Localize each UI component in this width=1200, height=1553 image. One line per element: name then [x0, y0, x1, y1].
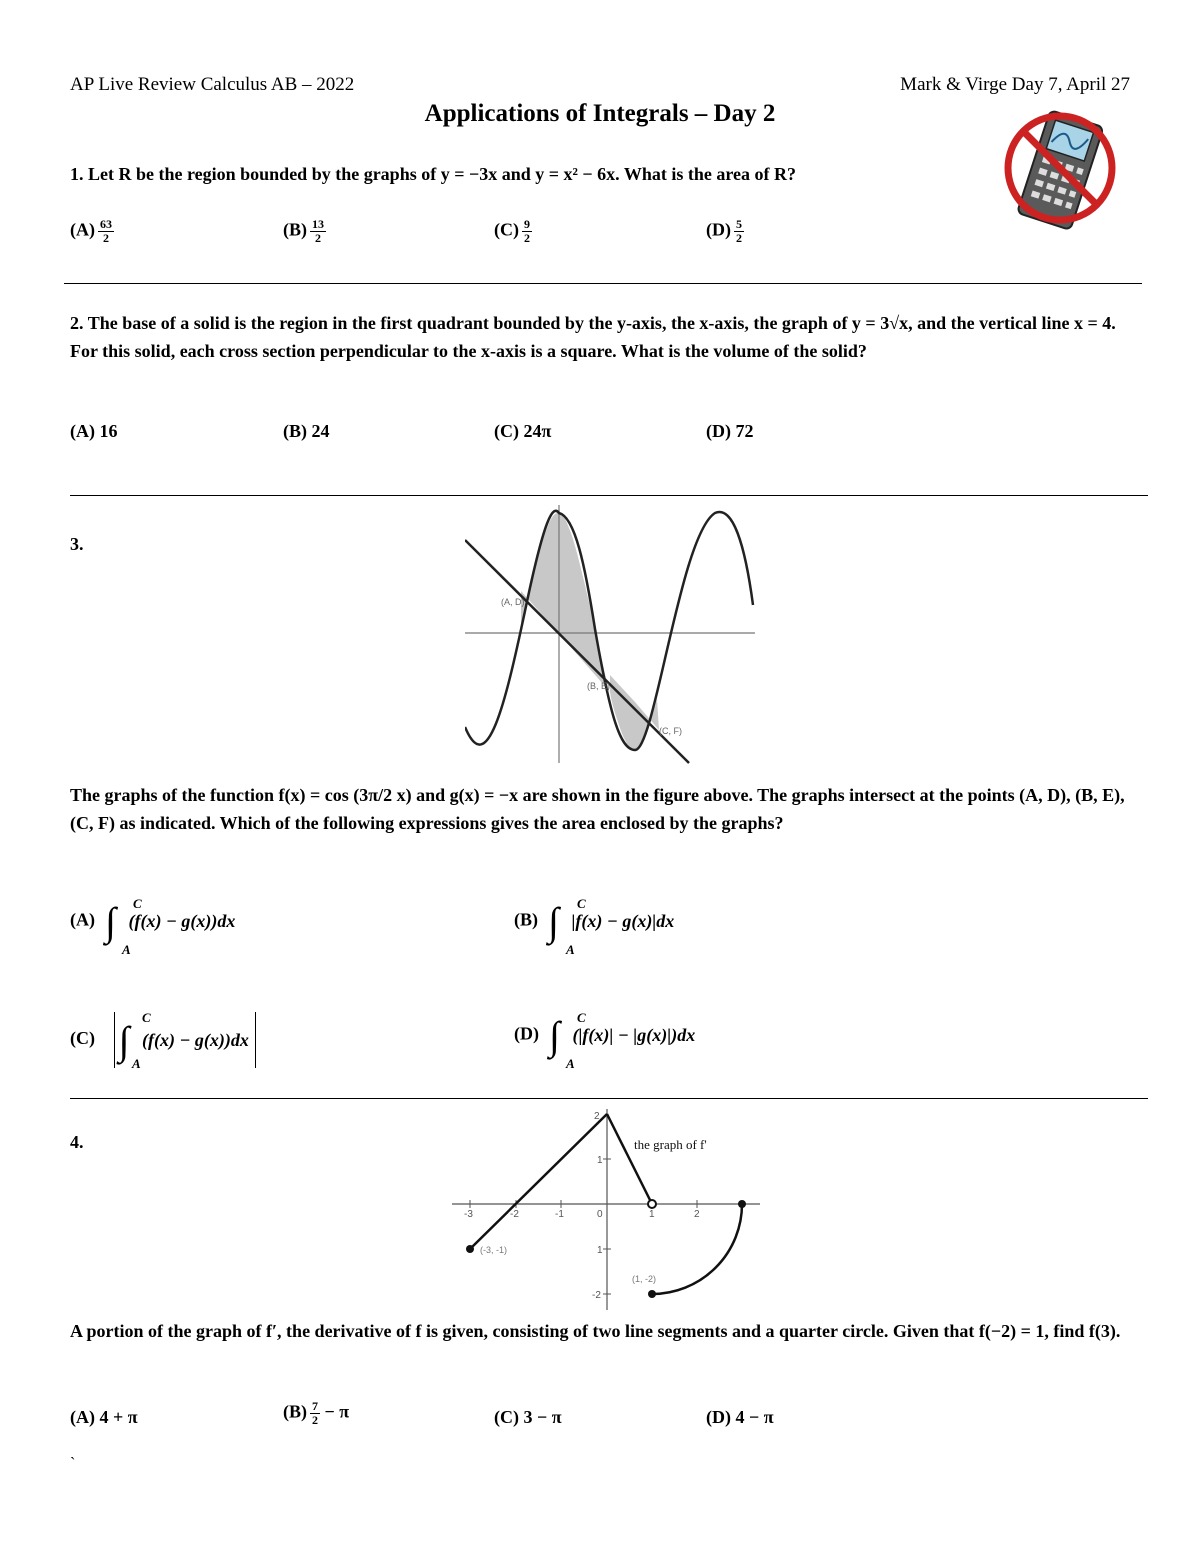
open-point: [648, 1200, 656, 1208]
denominator: 2: [312, 1413, 318, 1427]
q4-choice-b[interactable]: [283, 1400, 349, 1427]
choice-value: 3 − π: [523, 1407, 562, 1427]
choice-label: (D): [514, 1023, 539, 1044]
closed-point: [648, 1290, 656, 1298]
tick-x: -1: [555, 1209, 564, 1220]
q1-choice-b[interactable]: [283, 218, 326, 245]
q3-choice-d[interactable]: [514, 1010, 696, 1071]
choice-label: (B): [283, 421, 307, 441]
tick-y: 1: [597, 1155, 603, 1166]
question-text: Let R be the region bounded by the graphs of y = −3x and y = x² − 6x. What is the area of R?: [88, 164, 796, 184]
point-label-be: (B, E): [587, 681, 611, 691]
header-course: AP Live Review Calculus AB – 2022: [70, 74, 355, 95]
numerator: 9: [524, 217, 530, 231]
tick-x: 1: [649, 1209, 655, 1220]
numerator: 5: [736, 217, 742, 231]
question-number: 1.: [70, 164, 84, 184]
point-label: (-3, -1): [480, 1245, 507, 1255]
choice-label: (B): [283, 219, 307, 240]
q3-question-text: The graphs of the function f(x) = cos (3π/2 x) and g(x) = −x are shown in the figure above. The graphs intersect at the points (A, D), (B, E), (C, F) as indicated. Which of the following expressions gives the area enclosed by the graphs?: [70, 785, 1125, 833]
denominator: 2: [736, 231, 742, 245]
question-number-3: 3.: [70, 534, 84, 554]
choice-value: 4 − π: [735, 1407, 774, 1427]
integral-sign: ∫: [548, 899, 559, 944]
choice-value: 72: [735, 421, 754, 441]
tick-y: -2: [592, 1290, 601, 1301]
integral-sign: ∫: [118, 1017, 130, 1063]
page-title: Applications of Integrals – Day 2: [424, 100, 776, 127]
q1-choice-a[interactable]: [70, 218, 114, 245]
lower-limit: A: [132, 1056, 141, 1071]
shaded-region-left: [521, 513, 610, 692]
integrand: |f(x) − g(x)|dx: [571, 911, 675, 931]
choice-label: (B): [283, 1401, 307, 1422]
choice-label: (D): [706, 1407, 731, 1427]
numerator: 7: [312, 1399, 318, 1413]
tick-x: 0: [597, 1209, 603, 1220]
q1-choice-c[interactable]: [494, 218, 532, 245]
lower-limit: A: [566, 1056, 575, 1071]
lower-limit: A: [566, 942, 575, 957]
q3-graph: [465, 505, 755, 767]
segment-1: [470, 1114, 607, 1249]
choice-value: 24π: [523, 421, 552, 441]
choice-label: (A): [70, 909, 95, 930]
choice-value: 16: [99, 421, 118, 441]
integrand: (f(x) − g(x))dx: [141, 1029, 249, 1050]
choice-value: 24: [311, 421, 330, 441]
footer-mark: `: [70, 1455, 76, 1472]
q2-choice-d[interactable]: [706, 421, 754, 442]
tick-x: -3: [464, 1209, 473, 1220]
q1-choice-d[interactable]: [706, 218, 744, 245]
q2-choice-b[interactable]: [283, 421, 330, 442]
upper-limit: C: [577, 896, 586, 911]
denominator: 2: [524, 231, 530, 245]
q4-question-text: A portion of the graph of f′, the derivative of f is given, consisting of two line segments and a quarter circle. Given that f(−2) = 1, find f(3).: [70, 1321, 1121, 1341]
integrand: (|f(x)| − |g(x)|)dx: [572, 1025, 696, 1045]
upper-limit: C: [142, 1010, 151, 1025]
question-1: [70, 160, 1135, 188]
denominator: 2: [315, 231, 321, 245]
question-2: [70, 309, 1135, 365]
q4-choice-a[interactable]: [70, 1407, 138, 1428]
choice-label: (D): [706, 421, 731, 441]
choice-label: (A): [70, 219, 95, 240]
question-text: The base of a solid is the region in the first quadrant bounded by the y-axis, the x-axis, the graph of y = 3√x, and the vertical line x = 4. For this solid, each cross section perpendicular to the x-axis is a square. What is the volume of the solid?: [70, 313, 1116, 361]
tick-x: 2: [694, 1209, 700, 1220]
choice-value: − π: [324, 1401, 350, 1422]
tick-y: 2: [594, 1111, 600, 1122]
point-label-ad: (A, D): [501, 597, 525, 607]
choice-label: (C): [70, 1028, 95, 1049]
denominator: 2: [103, 231, 109, 245]
q3-choice-c[interactable]: [70, 1010, 256, 1071]
abs-bar-left: [114, 1012, 115, 1068]
integral-sign: ∫: [105, 899, 116, 944]
q3-choice-b[interactable]: [514, 896, 675, 957]
integrand: (f(x) − g(x))dx: [128, 911, 236, 931]
choice-value: 4 + π: [99, 1407, 138, 1427]
closed-point: [738, 1200, 746, 1208]
divider: [70, 495, 1148, 496]
closed-point: [466, 1245, 474, 1253]
divider: [64, 283, 1142, 284]
integral-sign: ∫: [549, 1013, 560, 1058]
q2-choice-a[interactable]: [70, 421, 118, 442]
point-label: (1, -2): [632, 1274, 657, 1284]
choice-label: (A): [70, 1407, 95, 1427]
q4-choice-d[interactable]: [706, 1407, 774, 1428]
point-label-cf: (C, F): [659, 726, 682, 736]
graph-label: the graph of f': [634, 1137, 707, 1152]
tick-x: -2: [510, 1209, 519, 1220]
q3-choice-a[interactable]: [70, 896, 236, 957]
choice-label: (A): [70, 421, 95, 441]
choice-label: (B): [514, 909, 538, 930]
choice-label: (C): [494, 219, 519, 240]
segment-2: [607, 1114, 652, 1204]
upper-limit: C: [133, 896, 142, 911]
question-number: 2.: [70, 313, 84, 333]
tick-y: 1: [597, 1245, 603, 1256]
lower-limit: A: [122, 942, 131, 957]
curve-f: [465, 511, 753, 750]
upper-limit: C: [577, 1010, 586, 1025]
q4-choice-c[interactable]: [494, 1407, 562, 1428]
q2-choice-c[interactable]: [494, 421, 551, 442]
q4-graph: [450, 1105, 770, 1315]
choice-label: (D): [706, 219, 731, 240]
header-session: Mark & Virge Day 7, April 27: [900, 74, 1130, 95]
choice-label: (C): [494, 421, 519, 441]
abs-bar-right: [255, 1012, 256, 1068]
numerator: 63: [100, 217, 112, 231]
question-number-4: 4.: [70, 1132, 84, 1152]
numerator: 13: [312, 217, 324, 231]
divider: [70, 1098, 1148, 1099]
choice-label: (C): [494, 1407, 519, 1427]
